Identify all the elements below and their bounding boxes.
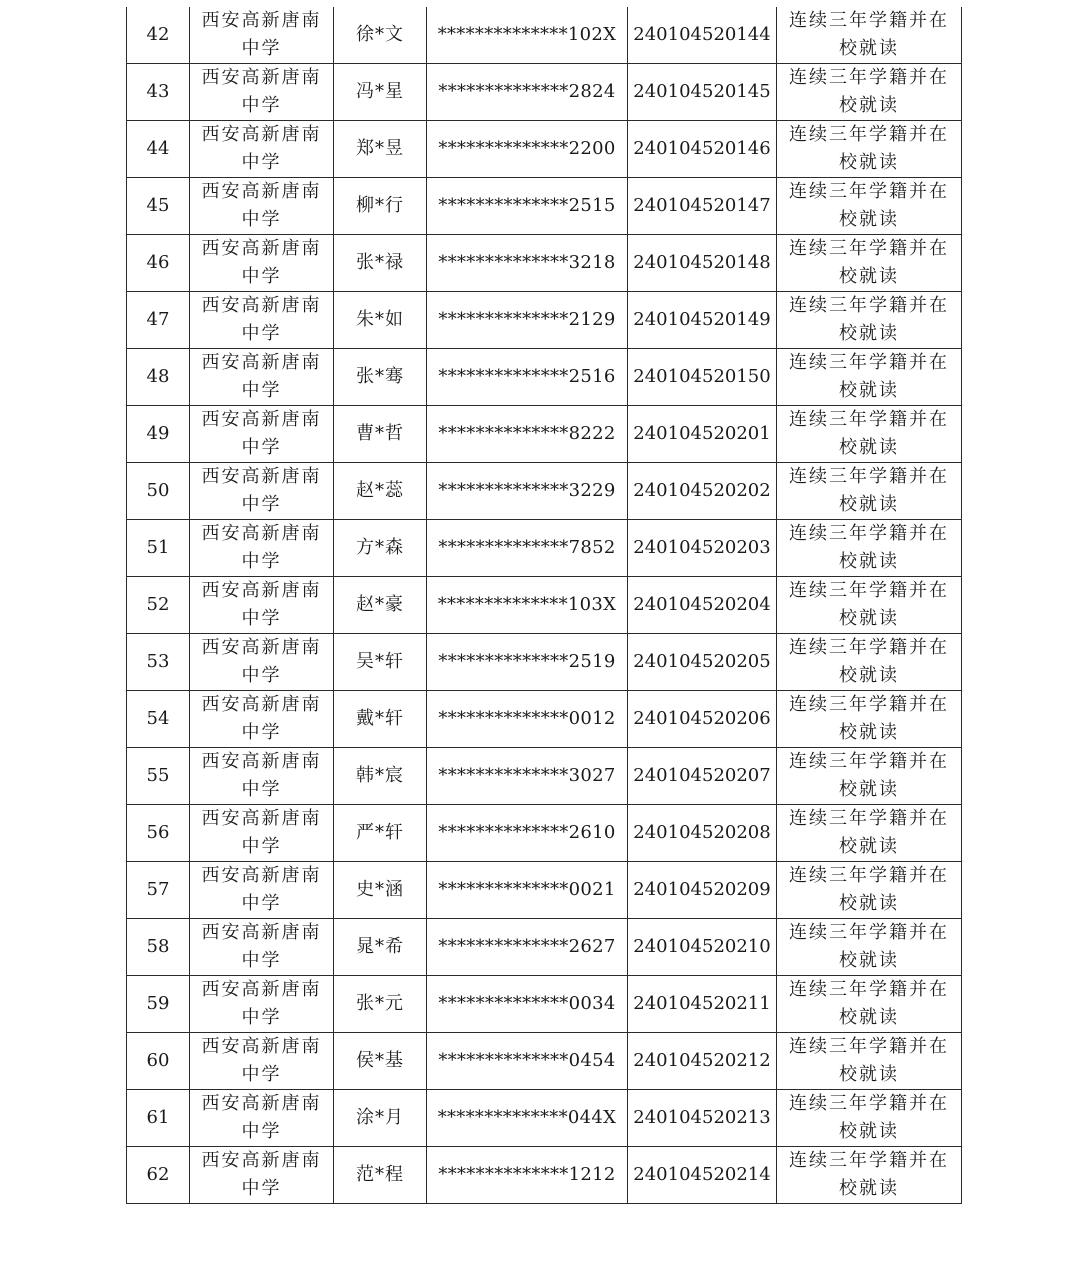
school-cell: [190, 805, 334, 862]
row-number-cell: 48: [127, 349, 190, 406]
id-number-cell: **************103X: [427, 577, 628, 634]
school-name: 西安高新唐南中学: [201, 295, 322, 344]
table-row: [127, 349, 962, 406]
id-number-cell: **************1212: [427, 1147, 628, 1204]
condition-cell: [777, 1090, 962, 1147]
id-number-cell: **************2610: [427, 805, 628, 862]
condition-cell: [777, 121, 962, 178]
row-number-cell: 43: [127, 64, 190, 121]
row-number-cell: 50: [127, 463, 190, 520]
row-number-cell: 58: [127, 919, 190, 976]
condition-text: 连续三年学籍并在校就读: [789, 295, 949, 344]
table-row: [127, 406, 962, 463]
condition-cell: [777, 520, 962, 577]
row-number-cell: 44: [127, 121, 190, 178]
student-code-cell: 240104520213: [628, 1090, 777, 1147]
school-name: 西安高新唐南中学: [201, 238, 322, 287]
student-name-cell: 吴*轩: [334, 634, 427, 691]
id-number-cell: **************7852: [427, 520, 628, 577]
student-code-cell: 240104520149: [628, 292, 777, 349]
id-number-cell: **************2824: [427, 64, 628, 121]
row-number-cell: 61: [127, 1090, 190, 1147]
condition-cell: [777, 349, 962, 406]
condition-text: 连续三年学籍并在校就读: [789, 352, 949, 401]
table-row: [127, 7, 962, 64]
school-name: 西安高新唐南中学: [201, 409, 322, 458]
condition-cell: [777, 235, 962, 292]
condition-cell: [777, 634, 962, 691]
student-code-cell: 240104520209: [628, 862, 777, 919]
table-row: [127, 64, 962, 121]
table-row: [127, 577, 962, 634]
table-row: [127, 748, 962, 805]
student-name-cell: 柳*行: [334, 178, 427, 235]
school-name: 西安高新唐南中学: [201, 751, 322, 800]
id-number-cell: **************3027: [427, 748, 628, 805]
condition-cell: [777, 7, 962, 64]
school-cell: [190, 691, 334, 748]
student-code-cell: 240104520206: [628, 691, 777, 748]
school-cell: [190, 292, 334, 349]
student-name-cell: 侯*基: [334, 1033, 427, 1090]
id-number-cell: **************2627: [427, 919, 628, 976]
student-code-cell: 240104520207: [628, 748, 777, 805]
student-name-cell: 张*禄: [334, 235, 427, 292]
student-code-cell: 240104520144: [628, 7, 777, 64]
table-row: [127, 1147, 962, 1204]
condition-text: 连续三年学籍并在校就读: [789, 979, 949, 1028]
school-name: 西安高新唐南中学: [201, 10, 322, 59]
student-name-cell: 涂*月: [334, 1090, 427, 1147]
row-number-cell: 52: [127, 577, 190, 634]
school-cell: [190, 235, 334, 292]
condition-cell: [777, 1147, 962, 1204]
row-number-cell: 42: [127, 7, 190, 64]
student-code-cell: 240104520201: [628, 406, 777, 463]
table-row: [127, 1033, 962, 1090]
id-number-cell: **************2519: [427, 634, 628, 691]
condition-cell: [777, 976, 962, 1033]
condition-text: 连续三年学籍并在校就读: [789, 1150, 949, 1199]
condition-text: 连续三年学籍并在校就读: [789, 466, 949, 515]
condition-text: 连续三年学籍并在校就读: [789, 10, 949, 59]
school-cell: [190, 919, 334, 976]
school-cell: [190, 64, 334, 121]
table-row: [127, 919, 962, 976]
school-cell: [190, 463, 334, 520]
condition-text: 连续三年学籍并在校就读: [789, 124, 949, 173]
school-cell: [190, 748, 334, 805]
school-name: 西安高新唐南中学: [201, 1150, 322, 1199]
school-cell: [190, 862, 334, 919]
condition-cell: [777, 748, 962, 805]
condition-cell: [777, 919, 962, 976]
condition-text: 连续三年学籍并在校就读: [789, 1036, 949, 1085]
student-name-cell: 徐*文: [334, 7, 427, 64]
student-roster-table: [126, 7, 962, 1204]
school-name: 西安高新唐南中学: [201, 124, 322, 173]
school-cell: [190, 1090, 334, 1147]
condition-text: 连续三年学籍并在校就读: [789, 409, 949, 458]
id-number-cell: **************8222: [427, 406, 628, 463]
condition-text: 连续三年学籍并在校就读: [789, 865, 949, 914]
school-cell: [190, 1147, 334, 1204]
condition-cell: [777, 862, 962, 919]
student-code-cell: 240104520204: [628, 577, 777, 634]
id-number-cell: **************2200: [427, 121, 628, 178]
condition-text: 连续三年学籍并在校就读: [789, 1093, 949, 1142]
student-code-cell: 240104520210: [628, 919, 777, 976]
student-name-cell: 曹*哲: [334, 406, 427, 463]
condition-cell: [777, 691, 962, 748]
row-number-cell: 60: [127, 1033, 190, 1090]
condition-text: 连续三年学籍并在校就读: [789, 694, 949, 743]
table-row: [127, 178, 962, 235]
row-number-cell: 62: [127, 1147, 190, 1204]
row-number-cell: 56: [127, 805, 190, 862]
student-code-cell: 240104520146: [628, 121, 777, 178]
student-name-cell: 戴*轩: [334, 691, 427, 748]
condition-text: 连续三年学籍并在校就读: [789, 181, 949, 230]
id-number-cell: **************044X: [427, 1090, 628, 1147]
school-name: 西安高新唐南中学: [201, 67, 322, 116]
row-number-cell: 51: [127, 520, 190, 577]
row-number-cell: 59: [127, 976, 190, 1033]
id-number-cell: **************0034: [427, 976, 628, 1033]
school-name: 西安高新唐南中学: [201, 352, 322, 401]
table-row: [127, 292, 962, 349]
table-row: [127, 235, 962, 292]
id-number-cell: **************102X: [427, 7, 628, 64]
student-name-cell: 韩*宸: [334, 748, 427, 805]
row-number-cell: 53: [127, 634, 190, 691]
school-cell: [190, 1033, 334, 1090]
student-name-cell: 赵*豪: [334, 577, 427, 634]
condition-cell: [777, 64, 962, 121]
student-name-cell: 郑*昱: [334, 121, 427, 178]
student-name-cell: 范*程: [334, 1147, 427, 1204]
table-row: [127, 1090, 962, 1147]
student-code-cell: 240104520205: [628, 634, 777, 691]
condition-cell: [777, 292, 962, 349]
table-row: [127, 121, 962, 178]
id-number-cell: **************2515: [427, 178, 628, 235]
condition-text: 连续三年学籍并在校就读: [789, 523, 949, 572]
student-code-cell: 240104520148: [628, 235, 777, 292]
roster-body: [127, 7, 962, 1204]
student-code-cell: 240104520147: [628, 178, 777, 235]
school-cell: [190, 406, 334, 463]
school-name: 西安高新唐南中学: [201, 1036, 322, 1085]
student-code-cell: 240104520145: [628, 64, 777, 121]
student-name-cell: 方*森: [334, 520, 427, 577]
row-number-cell: 47: [127, 292, 190, 349]
condition-text: 连续三年学籍并在校就读: [789, 808, 949, 857]
school-cell: [190, 121, 334, 178]
school-cell: [190, 520, 334, 577]
student-name-cell: 张*骞: [334, 349, 427, 406]
school-cell: [190, 976, 334, 1033]
condition-text: 连续三年学籍并在校就读: [789, 922, 949, 971]
row-number-cell: 54: [127, 691, 190, 748]
student-code-cell: 240104520203: [628, 520, 777, 577]
id-number-cell: **************3229: [427, 463, 628, 520]
row-number-cell: 45: [127, 178, 190, 235]
school-cell: [190, 178, 334, 235]
school-cell: [190, 7, 334, 64]
condition-cell: [777, 463, 962, 520]
student-code-cell: 240104520212: [628, 1033, 777, 1090]
school-name: 西安高新唐南中学: [201, 580, 322, 629]
student-name-cell: 晁*希: [334, 919, 427, 976]
id-number-cell: **************0454: [427, 1033, 628, 1090]
school-cell: [190, 634, 334, 691]
condition-cell: [777, 1033, 962, 1090]
condition-cell: [777, 178, 962, 235]
school-name: 西安高新唐南中学: [201, 181, 322, 230]
table-row: [127, 520, 962, 577]
school-name: 西安高新唐南中学: [201, 466, 322, 515]
table-row: [127, 634, 962, 691]
table-row: [127, 976, 962, 1033]
school-name: 西安高新唐南中学: [201, 922, 322, 971]
student-code-cell: 240104520202: [628, 463, 777, 520]
id-number-cell: **************3218: [427, 235, 628, 292]
student-code-cell: 240104520208: [628, 805, 777, 862]
school-name: 西安高新唐南中学: [201, 523, 322, 572]
table-row: [127, 463, 962, 520]
school-name: 西安高新唐南中学: [201, 979, 322, 1028]
school-cell: [190, 349, 334, 406]
school-name: 西安高新唐南中学: [201, 637, 322, 686]
condition-text: 连续三年学籍并在校就读: [789, 580, 949, 629]
student-code-cell: 240104520211: [628, 976, 777, 1033]
table-row: [127, 805, 962, 862]
condition-text: 连续三年学籍并在校就读: [789, 238, 949, 287]
table-row: [127, 691, 962, 748]
id-number-cell: **************0012: [427, 691, 628, 748]
id-number-cell: **************2129: [427, 292, 628, 349]
school-name: 西安高新唐南中学: [201, 1093, 322, 1142]
school-cell: [190, 577, 334, 634]
row-number-cell: 49: [127, 406, 190, 463]
table-row: [127, 862, 962, 919]
condition-text: 连续三年学籍并在校就读: [789, 67, 949, 116]
id-number-cell: **************2516: [427, 349, 628, 406]
condition-cell: [777, 406, 962, 463]
row-number-cell: 57: [127, 862, 190, 919]
student-code-cell: 240104520150: [628, 349, 777, 406]
condition-text: 连续三年学籍并在校就读: [789, 637, 949, 686]
student-roster-sheet: [126, 7, 955, 1204]
student-name-cell: 严*轩: [334, 805, 427, 862]
student-name-cell: 朱*如: [334, 292, 427, 349]
condition-cell: [777, 805, 962, 862]
condition-cell: [777, 577, 962, 634]
student-name-cell: 赵*蕊: [334, 463, 427, 520]
school-name: 西安高新唐南中学: [201, 865, 322, 914]
student-name-cell: 张*元: [334, 976, 427, 1033]
condition-text: 连续三年学籍并在校就读: [789, 751, 949, 800]
id-number-cell: **************0021: [427, 862, 628, 919]
school-name: 西安高新唐南中学: [201, 694, 322, 743]
school-name: 西安高新唐南中学: [201, 808, 322, 857]
student-code-cell: 240104520214: [628, 1147, 777, 1204]
student-name-cell: 史*涵: [334, 862, 427, 919]
row-number-cell: 46: [127, 235, 190, 292]
student-name-cell: 冯*星: [334, 64, 427, 121]
row-number-cell: 55: [127, 748, 190, 805]
